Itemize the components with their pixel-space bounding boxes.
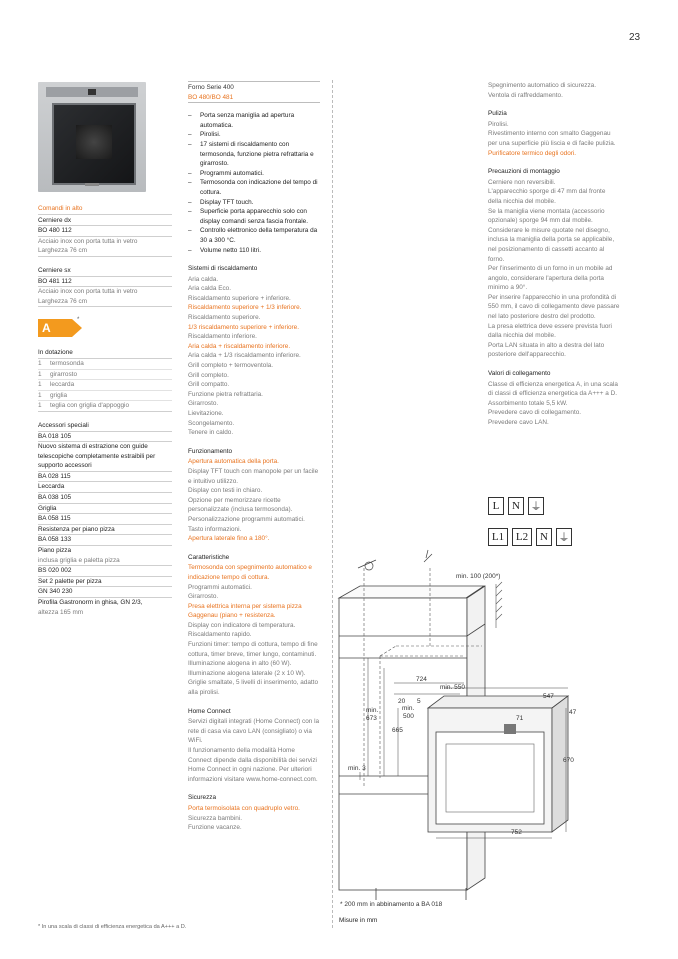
section-line: Personalizzazione programmi automatici.	[188, 515, 305, 523]
column-middle	[188, 81, 320, 833]
accessory-code: BA 058 115	[38, 513, 172, 524]
dotazione-item	[38, 379, 172, 390]
section-line: Aria calda + riscaldamento inferiore.	[188, 342, 291, 350]
section-line: Assorbimento totale 5,5 kW.	[488, 399, 568, 407]
dotazione-qty: 1	[38, 370, 42, 378]
section-line: Purificatore termico degli odori.	[488, 149, 577, 157]
accessory-code: GN 340 230	[38, 586, 172, 597]
oven-logo	[85, 183, 99, 186]
section-line: Display con indicatore di temperatura.	[188, 621, 296, 629]
accessory-code: BA 038 105	[38, 492, 172, 503]
section-title: Sistemi di riscaldamento	[188, 265, 258, 273]
dim-min673-a: min.	[366, 707, 379, 714]
accessory-code: BA 058 133	[38, 534, 172, 545]
product-name: Cerniere dx	[38, 216, 72, 224]
terminal-earth-icon: ⏚	[528, 497, 544, 515]
dim-752: 752	[511, 829, 522, 836]
section-line: 1/3 riscaldamento superiore + inferiore.	[188, 323, 300, 331]
feature-item: – Controllo elettronico della temperatura da 30 a 300 °C.	[188, 226, 320, 245]
terminal-N: N	[508, 497, 524, 515]
section-line: Girarrosto.	[188, 400, 219, 408]
section-line: Rivestimento interno con smalto Gaggenau per una superficie più liscia e di facile pulizia.	[488, 130, 616, 147]
section-title: Sicurezza	[188, 794, 217, 802]
energy-class: A	[42, 321, 51, 336]
product-name: Cerniere sx	[38, 266, 71, 274]
accessory-name: Piano pizza	[38, 545, 172, 556]
installation-drawing	[336, 548, 596, 908]
accessory-name: Nuovo sistema di estrazione con guide telescopiche completamente estraibili per supporto accessori	[38, 441, 172, 471]
oven-photo	[38, 82, 146, 192]
right-sections	[488, 109, 620, 427]
dim-min3: min. 3	[348, 765, 366, 772]
drawing-caption: Misure in mm	[339, 917, 378, 924]
accessory-code: BA 028 115	[38, 471, 172, 482]
feature-item: – Termosonda con indicazione del tempo di cottura.	[188, 178, 320, 197]
dim-670: 670	[563, 757, 574, 764]
intro-line-2: Ventola di raffreddamento.	[488, 91, 563, 99]
section-line: Griglie smaltate, 5 livelli di inserimento, adatto alla pirolisi.	[188, 679, 319, 697]
terminal-L1: L1	[488, 528, 508, 546]
column-right	[488, 81, 620, 428]
section-line: Il funzionamento della modalità Home Connect dipende dalla disponibilità dei servizi Home Connect in ogni nazione. Per ulteriori informazioni visitare www.home-connect.com.	[188, 747, 318, 783]
dim-5: 5	[417, 698, 421, 705]
dotazione-text: girarrosto	[50, 370, 77, 378]
oven-display	[88, 89, 96, 95]
section-line: Porta LAN situata in alto a destra del lato posteriore dell'apparecchio.	[488, 341, 605, 359]
section-line: Apertura laterale fino a 180°.	[188, 535, 270, 543]
footnote: * In una scala di classi di efficienza energetica da A+++ a D.	[38, 924, 187, 930]
section-line: Aria calda + 1/3 riscaldamento inferiore.	[188, 352, 301, 360]
column-divider	[332, 80, 333, 928]
product-left-hinge	[38, 266, 172, 307]
section-line: Display con testi in chiaro.	[188, 487, 263, 495]
accessori-list	[38, 431, 172, 618]
dotazione-title: In dotazione	[38, 349, 73, 357]
middle-sections	[188, 264, 320, 833]
section-precauzioni-di-montaggio	[488, 167, 620, 360]
section-line: Classe di efficienza energetica A, in una scala di classi di efficienza energetica da A+++ a D.	[488, 380, 618, 398]
section-funzionamento	[188, 447, 320, 544]
dim-724: 724	[416, 676, 427, 683]
feature-item: – 17 sistemi di riscaldamento con termosonda, funzione pietra refrattaria e girarrosto.	[188, 140, 320, 169]
dotazione-item	[38, 400, 172, 411]
dotazione-qty: 1	[38, 359, 42, 367]
accessory-code: BS 020 002	[38, 565, 172, 576]
section-valori-di-collegamento	[488, 369, 620, 428]
section-line: Illuminazione alogena laterale (2 x 10 W).	[188, 669, 306, 677]
section-line: Considerare le misure quotate nel disegno, inclusa la maniglia della porta se applicabile, nel posizionamento di cassetti accanto al forno.	[488, 226, 615, 263]
dotazione-qty: 1	[38, 381, 42, 389]
accessory-name: Leccarda	[38, 481, 172, 492]
variant-header: Comandi in alto	[38, 205, 83, 212]
accessory-name: Resistenza per piano pizza	[38, 524, 172, 535]
dim-665: 665	[392, 727, 403, 734]
section-line: Lievitazione.	[188, 410, 224, 417]
oven-door-window	[52, 103, 136, 185]
accessori-title: Accessori speciali	[38, 421, 89, 429]
connection-row-2	[488, 528, 572, 546]
dim-min550: min. 550	[440, 684, 465, 691]
section-line: Sicurezza bambini.	[188, 814, 242, 822]
wall-hatch	[496, 582, 502, 628]
intro-line-1: Spegnimento automatico di sicurezza.	[488, 82, 596, 89]
section-title: Precauzioni di montaggio	[488, 168, 560, 176]
page-number: 23	[629, 32, 641, 43]
section-line: Display TFT touch con manopole per un facile e intuitivo utilizzo.	[188, 467, 319, 485]
section-home-connect	[188, 707, 320, 785]
terminal-L: L	[488, 497, 504, 515]
product-desc: Acciaio inox con porta tutta in vetro	[38, 236, 172, 247]
section-line: Prevedere cavo di collegamento.	[488, 409, 582, 417]
product-width: Larghezza 76 cm	[38, 246, 172, 257]
section-caratteristiche	[188, 553, 320, 698]
accessory-name: Griglia	[38, 503, 172, 514]
section-line: Riscaldamento superiore + 1/3 inferiore.	[188, 304, 302, 312]
dim-min500-a: min.	[402, 705, 415, 712]
section-title: Funzionamento	[188, 447, 233, 455]
dim-71: 71	[516, 715, 524, 722]
section-title: Pulizia	[488, 110, 507, 118]
section-line: Grill compatto.	[188, 381, 230, 389]
dim-min100: min. 100 (200*)	[456, 573, 501, 580]
series-models: BO 480/BO 481	[188, 93, 320, 104]
section-sicurezza	[188, 793, 320, 832]
terminal-N: N	[536, 528, 552, 546]
section-line: Riscaldamento inferiore.	[188, 333, 257, 341]
section-line: Programmi automatici.	[188, 583, 252, 591]
product-right-hinge	[38, 214, 172, 257]
accessory-desc: inclusa griglia e paletta pizza	[38, 556, 120, 564]
cable-symbol-icon	[358, 550, 432, 570]
feature-item: – Display TFT touch.	[188, 198, 320, 208]
dotazione-text: teglia con griglia d'appoggio	[50, 402, 130, 410]
product-desc: Acciaio inox con porta tutta in vetro	[38, 286, 172, 297]
product-width: Larghezza 76 cm	[38, 297, 172, 308]
dim-20: 20	[398, 698, 406, 705]
section-line: Aria calda.	[188, 275, 219, 283]
section-line: Cerniere non reversibili.	[488, 178, 556, 186]
section-line: Per inserire l'apparecchio in una profondità di 550 mm, il cavo di collegamento deve passare nel lato posteriore destro del prodotto.	[488, 293, 620, 321]
section-line: Termosonda con spegnimento automatico e indicazione tempo di cottura.	[188, 564, 312, 581]
section-line: Servizi digitali integrati (Home Connect) con la rete di casa via cavo LAN (consigliato) o via WiFi.	[188, 718, 320, 745]
section-line: Grill completo.	[188, 371, 229, 379]
section-line: L'apparecchio sporge di 47 mm dal fronte della nicchia del mobile.	[488, 188, 606, 205]
section-line: Apertura automatica della porta.	[188, 458, 279, 466]
dotazione-text: leccarda	[50, 381, 75, 389]
section-line: Per l'inserimento di un forno in un mobile ad angolo, considerare l'apertura della porta minimo a 90°.	[488, 265, 613, 292]
section-line: Pirolisi.	[488, 120, 509, 128]
features-list	[188, 111, 320, 255]
dotazione-item	[38, 369, 172, 380]
dotazione-text: griglia	[50, 391, 68, 399]
accessory-desc: altezza 165 mm	[38, 608, 84, 616]
dim-min673-b: 673	[366, 715, 377, 722]
product-code: BO 480 112	[38, 225, 172, 236]
section-line: Se la maniglia viene montata (accessorio opzionale) sporge 94 mm dal mobile.	[488, 207, 605, 225]
section-line: Opzione per memorizzare ricette personalizzate (inclusa termosonda).	[188, 496, 293, 514]
terminal-L2: L2	[512, 528, 532, 546]
section-line: Presa elettrica interna per sistema pizza Gaggenau (piano + resistenza.	[188, 602, 302, 620]
dotazione-qty: 1	[38, 391, 42, 399]
section-line: Porta termoisolata con quadruplo vetro.	[188, 804, 300, 812]
section-line: Illuminazione alogena in alto (60 W).	[188, 660, 292, 668]
feature-item: – Volume netto 110 litri.	[188, 246, 320, 256]
energy-label	[38, 319, 172, 337]
section-sistemi-di-riscaldamento	[188, 264, 320, 438]
series-title: Forno Serie 400	[188, 81, 320, 93]
section-line: Riscaldamento rapido.	[188, 631, 252, 639]
product-code: BO 481 112	[38, 276, 172, 287]
accessory-name: Set 2 palette per pizza	[38, 576, 172, 587]
section-line: Funzione pietra refrattaria.	[188, 390, 263, 398]
section-line: Funzione vacanze.	[188, 824, 242, 832]
section-line: Riscaldamento superiore + inferiore.	[188, 294, 291, 302]
feature-item: – Programmi automatici.	[188, 169, 320, 179]
oven-drawing	[428, 696, 568, 832]
feature-item: – Superficie porta apparecchio solo con display comandi senza fascia frontale.	[188, 207, 320, 226]
section-line: Tasto informazioni.	[188, 525, 242, 533]
section-title: Caratteristiche	[188, 553, 230, 561]
section-line: Girarrosto.	[188, 593, 219, 601]
accessory-code: BA 018 105	[38, 431, 172, 442]
energy-note: *	[77, 317, 80, 324]
feature-item: – Pirolisi.	[188, 130, 320, 140]
dotazione-list	[38, 358, 172, 412]
section-title: Valori di collegamento	[488, 370, 551, 378]
section-line: Grill completo + termoventola.	[188, 362, 274, 370]
dim-547: 547	[543, 693, 554, 700]
accessory-name: Pirofila Gastronorm in ghisa, GN 2/3,	[38, 597, 172, 608]
dim-min500-b: 500	[403, 713, 414, 720]
section-line: Funzioni timer: tempo di cottura, tempo di fine cottura, timer breve, timer lungo, contaminuti.	[188, 641, 318, 658]
section-line: La presa elettrica deve essere prevista fuori dalla nicchia del mobile.	[488, 322, 612, 340]
dotazione-item	[38, 390, 172, 401]
dotazione-item	[38, 359, 172, 369]
section-line: Prevedere cavo LAN.	[488, 419, 549, 426]
section-line: Scongelamento.	[188, 419, 235, 427]
terminal-earth-icon: ⏚	[556, 528, 572, 546]
oven-control-panel	[46, 87, 138, 97]
column-left	[38, 204, 172, 617]
section-line: Tenere in caldo.	[188, 429, 234, 437]
dim-47: 47	[569, 709, 577, 716]
connection-row-1	[488, 497, 544, 515]
section-line: Aria calda Eco.	[188, 285, 231, 293]
oven-interior-light	[76, 125, 112, 159]
section-title: Home Connect	[188, 707, 231, 715]
feature-item: – Porta senza maniglia ad apertura automatica.	[188, 111, 320, 130]
section-line: Riscaldamento superiore.	[188, 314, 261, 322]
section-pulizia	[488, 109, 620, 158]
dotazione-text: termosonda	[50, 359, 84, 367]
drawing-note: * 200 mm in abbinamento a BA 018	[340, 901, 443, 908]
dotazione-qty: 1	[38, 402, 42, 410]
